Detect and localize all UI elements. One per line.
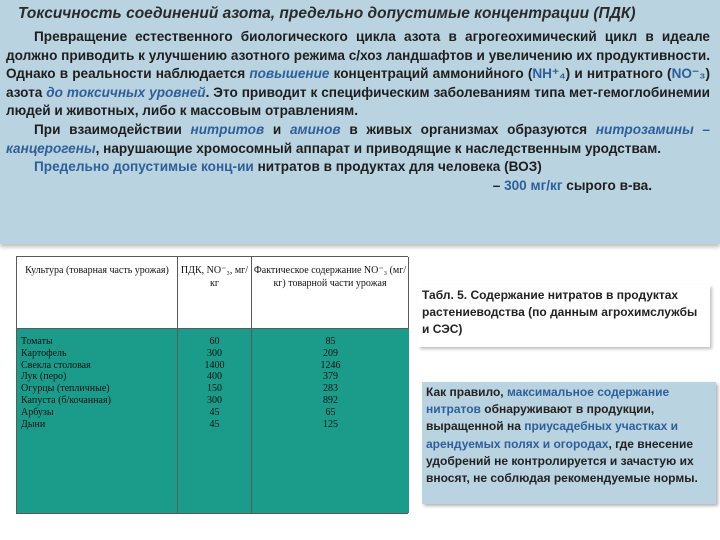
p1-text-1: Превращение естественного биологического цикла азота в агрогеохимический цикл в идеале должно приводить к улучшению азотного режима с/хоз ландшафтов и увеличению их продуктивности. Однако в реальности наблюдается — [6, 29, 710, 82]
column-actual — [252, 329, 409, 513]
pdk-cell: 400 — [207, 371, 222, 383]
p3-text: нитратов в продуктах для человека (ВОЗ) — [253, 159, 542, 175]
p1-text-2: концентраций аммонийного ( — [329, 66, 533, 82]
p3-unit: сырого в-ва. — [562, 177, 652, 193]
note-highlight-max-content: максимальное содержание нитратов — [426, 385, 670, 417]
pdk-cell: 45 — [209, 418, 220, 430]
actual-cell: 379 — [323, 371, 338, 383]
header-pdk: ПДК, NO⁻₃, мг/кг — [178, 257, 252, 329]
note-text-3: , где внесение удобрений не контролируется и зачастую их вносят, не соблюдая рекомендуемые нормы. — [426, 436, 698, 486]
p1-text-5: . Это приводит к специфическим заболеваниям типа мет-гемоглобинемии людей и животных, либо к массовым отравлениям. — [6, 84, 710, 119]
p1-text-3: ) и нитратного ( — [565, 66, 672, 82]
p2-nitrites: нитритов — [190, 121, 265, 137]
p1-no3-formula: NO⁻₃ — [671, 66, 706, 82]
pdk-cell: 300 — [207, 347, 222, 359]
note-box — [422, 382, 716, 504]
p2-text-1: При взаимодействии — [34, 121, 191, 137]
p2-amines: аминов — [289, 121, 341, 137]
column-crops — [17, 329, 178, 513]
pdk-cell: 300 — [207, 394, 222, 406]
p3-value: 300 мг/кг — [504, 177, 563, 193]
crop-cell: Свекла столовая — [21, 359, 91, 371]
intro-panel — [0, 0, 720, 244]
pdk-cell: 45 — [209, 406, 220, 418]
pdk-cell: 1400 — [204, 359, 225, 371]
crop-cell: Арбузы — [21, 406, 54, 418]
paragraph-nitrogen-cycle — [6, 28, 710, 121]
crop-cell: Капуста (б/кочанная) — [21, 394, 111, 406]
pdk-cell: 60 — [209, 336, 220, 347]
actual-cell: 85 — [325, 336, 336, 347]
p1-text-4: ) азота — [6, 66, 710, 100]
p1-toxic: до токсичных уровней — [46, 84, 206, 100]
p2-nitrosamines: нитрозамины – канцерогены — [6, 121, 710, 156]
actual-cell: 125 — [323, 418, 338, 430]
actual-cell: 209 — [323, 347, 338, 359]
actual-cell: 1246 — [320, 359, 341, 371]
p1-increase: повышение — [249, 66, 330, 82]
column-pdk — [178, 329, 252, 513]
p3-lead: Предельно допустимые конц-ии — [34, 159, 254, 175]
paragraph-nitrosamines — [6, 121, 710, 158]
p2-text-4: , нарушающие хромосомный аппарат и приводящие к наследственным уродствам. — [95, 140, 662, 156]
p3-dash: – — [492, 177, 505, 193]
p2-text-2: и — [264, 121, 290, 137]
table-caption: Табл. 5. Содержание нитратов в продуктах растениеводства (по данным агрохимслужбы и СЭС) — [418, 285, 710, 347]
note-text-1: Как правило, — [426, 385, 507, 399]
note-text-2: обнаруживают в продукции, выращенной на — [426, 402, 655, 434]
crop-cell: Картофель — [21, 347, 67, 359]
pdk-cell: 150 — [207, 383, 222, 395]
who-limit-value — [6, 177, 710, 196]
actual-cell: 283 — [323, 383, 338, 395]
actual-cell: 65 — [325, 406, 336, 418]
intro-text — [6, 28, 710, 195]
note-highlight-plots: приусадебных участках и арендуемых полях и огородах — [426, 419, 679, 451]
p2-text-3: в живых организмах образуются — [340, 121, 596, 137]
paragraph-who-limit — [6, 158, 710, 177]
p1-nh4-formula: NH⁺₄ — [532, 66, 566, 82]
header-actual: Фактическое содержание NO⁻₃ (мг/кг) товарной части урожая — [252, 257, 409, 329]
header-crop: Культура (товарная часть урожая) — [17, 257, 178, 329]
nitrate-table — [16, 256, 408, 514]
crop-cell: Томаты — [21, 336, 53, 347]
crop-cell: Огурцы (тепличные) — [21, 383, 110, 395]
crop-cell: Лук (перо) — [21, 371, 67, 383]
slide-title: Токсичность соединений азота, предельно допустимые концентрации (ПДК) — [18, 5, 636, 22]
actual-cell: 892 — [323, 394, 338, 406]
crop-cell: Дыни — [21, 418, 46, 430]
